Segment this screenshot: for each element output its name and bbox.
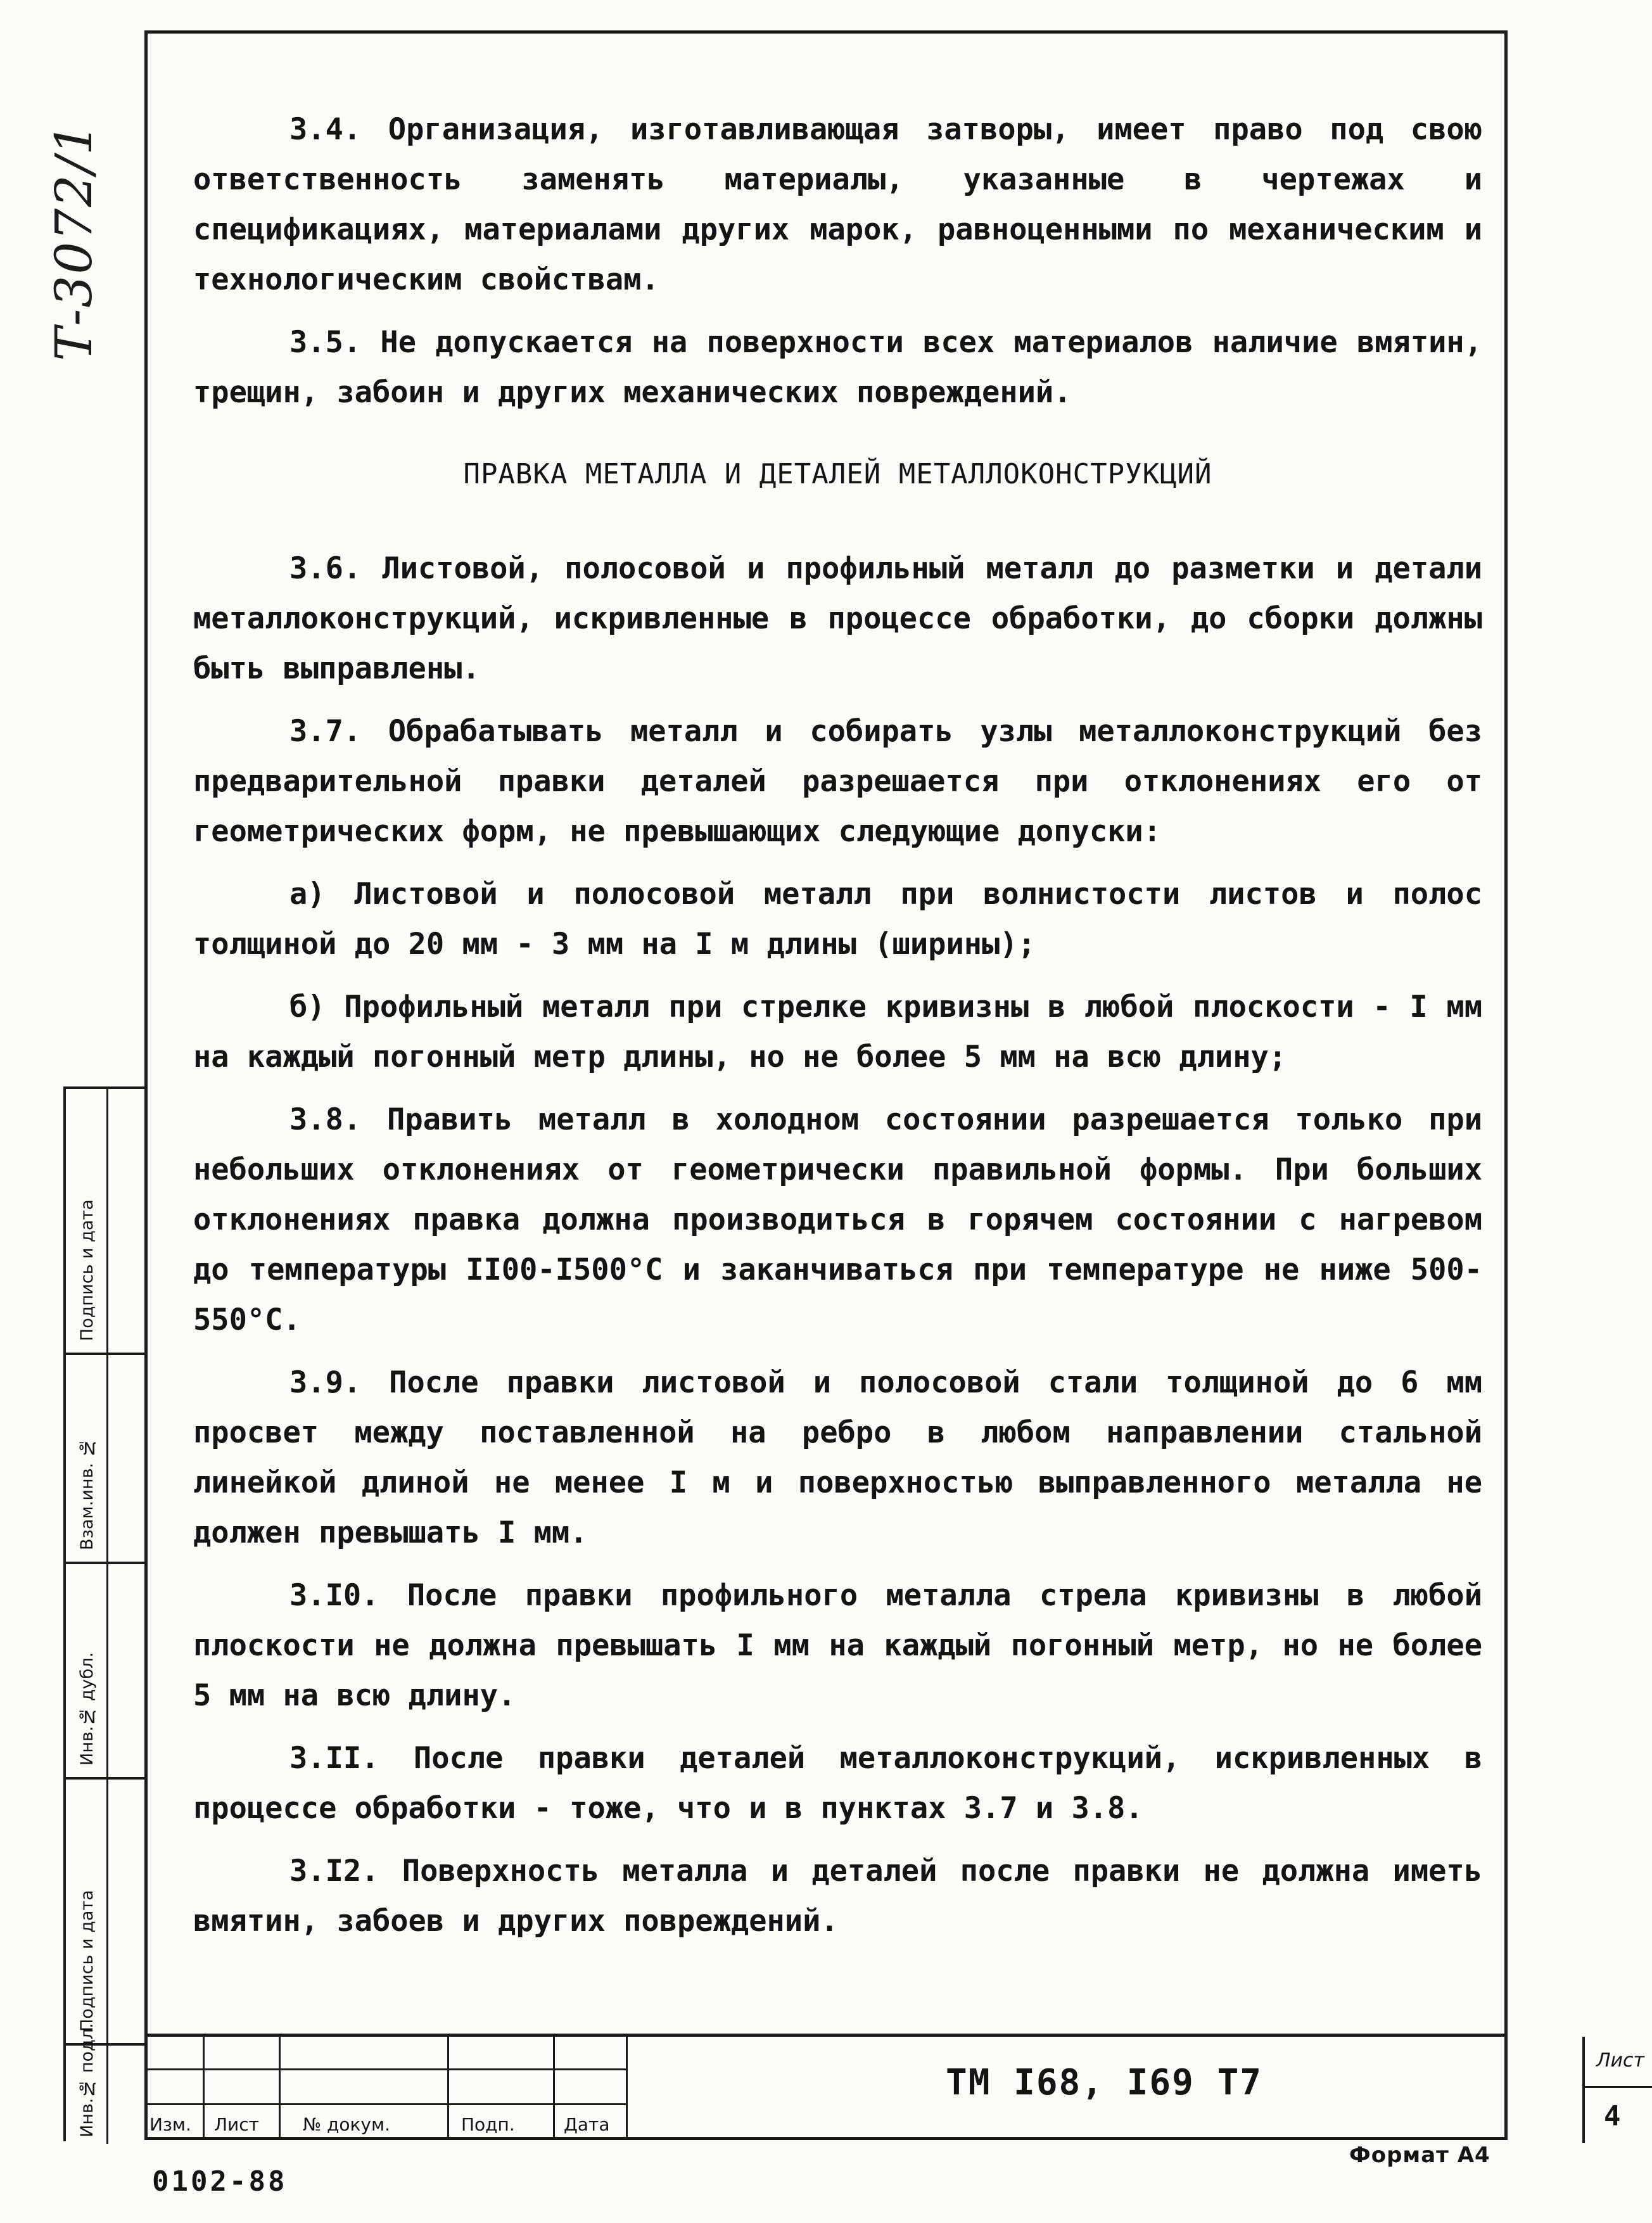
col-label-sheet: Лист (214, 2114, 259, 2135)
inventory-number: 0102-88 (152, 2165, 288, 2198)
stamp-cell-dup-inv (66, 1564, 144, 1780)
section-heading: ПРАВКА МЕТАЛЛА И ДЕТАЛЕЙ МЕТАЛЛОКОНСТРУКЦИЙ (463, 458, 1212, 490)
stamp-cell-replace-inv (66, 1355, 144, 1564)
stamp-label: Инв.№ дубл. (77, 1652, 97, 1766)
stamp-label: Инв.№ подл. (77, 2023, 97, 2137)
paragraph-3-7-b: б) Профильный металл при стрелке кривизны в любой плоскости - I мм на каждый погонный метр длины, но не более 5 мм на всю длину; (193, 990, 1482, 1074)
paragraph-3-7-a: а) Листовой и полосовой металл при волнистости листов и полос толщиной до 20 мм - 3 мм на I м длины (ширины); (193, 877, 1482, 962)
col-label-date: Дата (564, 2114, 610, 2135)
stamp-cell-original-inv (66, 2023, 144, 2144)
title-col-line (279, 2037, 281, 2140)
sheet-label: Лист (1596, 2049, 1645, 2072)
sheet-number-box (1582, 2037, 1652, 2143)
stamp-cell-signature-date-1 (66, 1089, 144, 1355)
title-col-line (447, 2037, 449, 2140)
paragraph-3-10: 3.I0. После правки профильного металла стрела кривизны в любой плоскости не должна превышать I мм на каждый погонный метр, но не более 5 мм на всю длину. (193, 1578, 1482, 1713)
col-label-doc-no: № докум. (303, 2114, 391, 2135)
stamp-label: Взам.инв. № (77, 1437, 97, 1550)
stamp-label: Подпись и дата (77, 1890, 97, 2032)
paragraph-3-7: 3.7. Обрабатывать металл и собирать узлы металлоконструкций без предварительной правки деталей разрешается при отклонениях его от геометрических форм, не превышающих следующие допуски: (193, 714, 1482, 849)
title-col-line (553, 2037, 555, 2140)
col-label-change: Изм. (149, 2114, 191, 2135)
stamp-cell-signature-date-2 (66, 1780, 144, 2046)
col-label-signature: Подп. (461, 2114, 515, 2135)
paragraph-3-6: 3.6. Листовой, полосовой и профильный металл до разметки и детали металлоконструкций, искривленные в процессе обработки, до сборки должны быть выправлены. (193, 551, 1482, 686)
paragraph-3-9: 3.9. После правки листовой и полосовой стали толщиной до 6 мм просвет между поставленной на ребро в любом направлении стальной линейкой длиной не менее I м и поверхностью выправленного металла не должен превышать I мм. (193, 1365, 1482, 1550)
paragraph-3-5: 3.5. Не допускается на поверхности всех материалов наличие вмятин, трещин, забоин и других механических повреждений. (193, 325, 1482, 410)
title-block (144, 2034, 1645, 2140)
handwritten-doc-code: Т-3072/1 (44, 122, 103, 361)
title-col-line (203, 2037, 205, 2140)
stamp-label: Подпись и дата (77, 1199, 97, 1341)
paragraph-3-8: 3.8. Править металл в холодном состоянии разрешается только при небольших отклонениях от геометрически правильной формы. При больших отклонениях правка должна производиться в горячем состоянии с нагревом до температуры II00-I500°C и заканчиваться при температуре не ниже 500-550°C. (193, 1102, 1482, 1337)
document-code: ТМ I68, I69 Т7 (945, 2062, 1262, 2103)
document-body (193, 105, 1482, 1959)
paragraph-3-4: 3.4. Организация, изготавливающая затворы, имеет право под свою ответственность заменять материалы, указанные в чертежах и спецификациях, материалами других марок, равноценными по механическим и технологическим свойствам. (193, 112, 1482, 297)
paragraph-3-11: 3.II. После правки деталей металлоконструкций, искривленных в процессе обработки - тоже, что и в пунктах 3.7 и 3.8. (193, 1741, 1482, 1826)
left-margin-stamp (63, 1086, 144, 2141)
sheet-number: 4 (1604, 2100, 1621, 2132)
paragraph-3-12: 3.I2. Поверхность металла и деталей после правки не должна иметь вмятин, забоев и других повреждений. (193, 1854, 1482, 1939)
format-label: Формат А4 (1349, 2143, 1490, 2168)
